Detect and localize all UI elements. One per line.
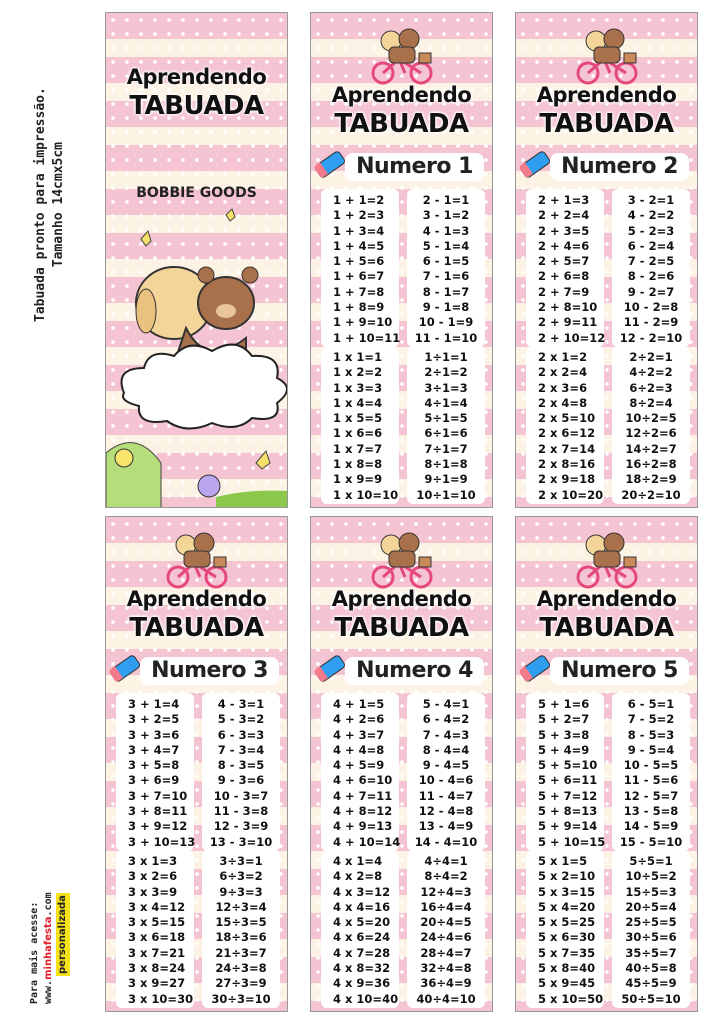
sub-fact: 11 - 2=9 (623, 315, 679, 330)
div-fact: 5÷1=5 (424, 411, 468, 426)
sub-fact: 7 - 5=2 (627, 712, 675, 727)
sub-fact: 9 - 2=7 (627, 284, 675, 299)
number-label: Numero 2 (550, 153, 689, 181)
eraser-icon (518, 150, 551, 179)
sub-fact: 11 - 4=7 (418, 788, 474, 803)
div-fact: 8÷1=8 (424, 457, 468, 472)
sub-fact: 10 - 2=8 (623, 300, 679, 315)
mul-fact: 5 x 1=5 (538, 854, 588, 868)
mul-fact: 2 x 9=18 (538, 472, 596, 487)
add-fact: 4 + 6=10 (333, 773, 393, 788)
div-fact: 8÷2=4 (629, 395, 673, 410)
mul-fact: 5 x 9=45 (538, 976, 596, 991)
div-fact: 27÷3=9 (215, 976, 267, 991)
eraser-icon (108, 654, 141, 683)
mul-fact: 3 x 5=15 (128, 915, 186, 930)
sub-fact: 4 - 3=1 (217, 697, 265, 711)
add-fact: 3 + 8=11 (128, 804, 188, 819)
sub-fact: 3 - 1=2 (422, 208, 470, 223)
div-table (612, 346, 690, 504)
div-fact: 4÷2=2 (629, 365, 673, 380)
add-fact: 2 + 1=3 (538, 193, 590, 207)
div-fact: 6÷3=2 (219, 869, 263, 884)
cover-brand: BOBBIE GOODS (136, 185, 257, 201)
sub-fact: 5 - 2=3 (627, 223, 675, 238)
mul-fact: 3 x 9=27 (128, 976, 186, 991)
eraser-icon (313, 654, 346, 683)
add-fact: 4 + 3=7 (333, 727, 385, 742)
mul-fact: 4 x 4=16 (333, 899, 391, 914)
div-fact: 9÷1=9 (424, 472, 468, 487)
sub-fact: 7 - 3=4 (217, 742, 265, 757)
sub-fact: 9 - 5=4 (627, 742, 675, 757)
add-fact: 4 + 8=12 (333, 804, 393, 819)
div-fact: 7÷1=7 (424, 441, 468, 456)
sub-table (612, 693, 690, 851)
sub-fact: 12 - 2=10 (619, 330, 683, 345)
tabuada-card-4 (310, 516, 493, 1012)
bears-on-bicycle-illustration (574, 25, 640, 87)
side-caption-line1: Tabuada pronto para impressão. (33, 87, 48, 322)
sub-fact: 14 - 4=10 (414, 834, 478, 849)
div-fact: 10÷2=5 (625, 411, 677, 426)
sub-fact: 13 - 3=10 (209, 834, 273, 849)
add-fact: 1 + 5=6 (333, 254, 385, 269)
div-fact: 16÷2=8 (625, 457, 677, 472)
add-fact: 4 + 5=9 (333, 758, 385, 773)
mul-fact: 1 x 8=8 (333, 457, 383, 472)
add-fact: 3 + 5=8 (128, 758, 180, 773)
div-fact: 45÷5=9 (625, 976, 677, 991)
sub-fact: 8 - 5=3 (627, 727, 675, 742)
mul-fact: 3 x 7=21 (128, 945, 186, 960)
sub-fact: 12 - 3=9 (213, 819, 269, 834)
bears-on-bicycle-illustration (369, 25, 435, 87)
mul-fact: 1 x 6=6 (333, 426, 383, 441)
add-fact: 3 + 1=4 (128, 697, 180, 711)
add-fact: 5 + 6=11 (538, 773, 598, 788)
add-fact: 2 + 9=11 (538, 315, 598, 330)
div-fact: 12÷2=6 (625, 426, 677, 441)
div-fact: 40÷5=8 (625, 961, 677, 976)
mul-fact: 3 x 1=3 (128, 854, 178, 868)
sub-fact: 13 - 5=8 (623, 804, 679, 819)
add-fact: 5 + 7=12 (538, 788, 598, 803)
div-fact: 20÷5=4 (625, 899, 677, 914)
mul-fact: 2 x 4=8 (538, 395, 588, 410)
add-fact: 5 + 9=14 (538, 819, 598, 834)
div-fact: 2÷2=1 (629, 350, 673, 364)
sub-fact: 9 - 1=8 (422, 300, 470, 315)
footer-brand-1: minhafesta (43, 916, 54, 980)
mul-table (321, 850, 399, 1008)
mul-table (321, 346, 399, 504)
sub-table (407, 693, 485, 851)
div-fact: 10÷5=2 (625, 869, 677, 884)
tabuada-card-1 (310, 12, 493, 508)
div-fact: 14÷2=7 (625, 441, 677, 456)
side-caption (32, 87, 68, 322)
mul-fact: 1 x 9=9 (333, 472, 383, 487)
div-fact: 5÷5=1 (629, 854, 673, 868)
div-fact: 18÷3=6 (215, 930, 267, 945)
mul-fact: 3 x 3=9 (128, 884, 178, 899)
add-fact: 1 + 9=10 (333, 315, 393, 330)
mul-fact: 4 x 9=36 (333, 976, 391, 991)
sub-fact: 7 - 2=5 (627, 254, 675, 269)
div-fact: 6÷2=3 (629, 380, 673, 395)
sub-fact: 3 - 2=1 (627, 193, 675, 207)
mul-fact: 3 x 8=24 (128, 961, 186, 976)
sub-fact: 9 - 3=6 (217, 773, 265, 788)
tabuada-card-5 (515, 516, 698, 1012)
footer-website (28, 892, 70, 1004)
mul-fact: 1 x 2=2 (333, 365, 383, 380)
card-title-1: Aprendendo (126, 587, 267, 611)
div-fact: 6÷1=6 (424, 426, 468, 441)
add-fact: 4 + 10=14 (333, 834, 401, 849)
add-fact: 2 + 4=6 (538, 238, 590, 253)
mul-fact: 5 x 2=10 (538, 869, 596, 884)
bears-on-bicycle-illustration (164, 529, 230, 591)
mul-fact: 4 x 2=8 (333, 869, 383, 884)
add-fact: 2 + 8=10 (538, 300, 598, 315)
add-table (526, 189, 604, 347)
number-label: Numero 4 (345, 657, 484, 685)
sub-fact: 12 - 4=8 (418, 804, 474, 819)
mul-fact: 4 x 8=32 (333, 961, 391, 976)
bears-on-bicycle-illustration (574, 529, 640, 591)
div-fact: 16÷4=4 (420, 899, 472, 914)
add-fact: 4 + 9=13 (333, 819, 393, 834)
mul-fact: 3 x 10=30 (128, 991, 194, 1006)
sub-fact: 15 - 5=10 (619, 834, 683, 849)
div-fact: 20÷2=10 (621, 487, 681, 502)
sub-fact: 7 - 4=3 (422, 727, 470, 742)
side-caption-line2: Tamanho 14cmx5cm (51, 141, 66, 268)
add-fact: 1 + 6=7 (333, 269, 385, 284)
mul-fact: 2 x 8=16 (538, 457, 596, 472)
sub-fact: 8 - 3=5 (217, 758, 265, 773)
card-title-2: TABUADA (334, 613, 469, 643)
div-fact: 12÷4=3 (420, 884, 472, 899)
add-fact: 2 + 10=12 (538, 330, 606, 345)
add-fact: 4 + 4=8 (333, 742, 385, 757)
mul-fact: 4 x 6=24 (333, 930, 391, 945)
mul-fact: 5 x 6=30 (538, 930, 596, 945)
mul-fact: 5 x 8=40 (538, 961, 596, 976)
mul-fact: 2 x 5=10 (538, 411, 596, 426)
add-fact: 1 + 10=11 (333, 330, 401, 345)
div-table (407, 850, 485, 1008)
sub-fact: 8 - 4=4 (422, 742, 470, 757)
add-fact: 2 + 3=5 (538, 223, 590, 238)
sub-table (407, 189, 485, 347)
sub-table (612, 189, 690, 347)
add-table (321, 693, 399, 851)
card-title-1: Aprendendo (536, 587, 677, 611)
div-fact: 28÷4=7 (420, 945, 472, 960)
div-fact: 30÷3=10 (211, 991, 271, 1006)
div-fact: 3÷3=1 (219, 854, 263, 868)
mul-fact: 1 x 10=10 (333, 487, 399, 502)
mul-fact: 5 x 3=15 (538, 884, 596, 899)
cover-title-1: Aprendendo (126, 65, 267, 89)
div-fact: 40÷4=10 (416, 991, 476, 1006)
add-fact: 1 + 4=5 (333, 238, 385, 253)
div-fact: 8÷4=2 (424, 869, 468, 884)
add-fact: 3 + 10=13 (128, 834, 196, 849)
add-fact: 1 + 7=8 (333, 284, 385, 299)
mul-table (116, 850, 194, 1008)
add-fact: 5 + 5=10 (538, 758, 598, 773)
div-fact: 4÷4=1 (424, 854, 468, 868)
mul-fact: 4 x 5=20 (333, 915, 391, 930)
eraser-icon (313, 150, 346, 179)
mul-fact: 5 x 10=50 (538, 991, 604, 1006)
sub-fact: 7 - 1=6 (422, 269, 470, 284)
sub-fact: 11 - 5=6 (623, 773, 679, 788)
mul-fact: 5 x 4=20 (538, 899, 596, 914)
add-fact: 3 + 3=6 (128, 727, 180, 742)
add-table (526, 693, 604, 851)
card-title-2: TABUADA (539, 613, 674, 643)
sub-fact: 8 - 2=6 (627, 269, 675, 284)
cover-title-2: TABUADA (129, 91, 264, 121)
tabuada-card-3 (105, 516, 288, 1012)
mul-fact: 4 x 1=4 (333, 854, 383, 868)
card-title-2: TABUADA (539, 109, 674, 139)
add-fact: 2 + 6=8 (538, 269, 590, 284)
mul-fact: 1 x 4=4 (333, 395, 383, 410)
sub-fact: 13 - 4=9 (418, 819, 474, 834)
add-fact: 5 + 8=13 (538, 804, 598, 819)
footer-brand-2: personalizada (57, 895, 68, 974)
div-fact: 36÷4=9 (420, 976, 472, 991)
footer-www: www. (43, 979, 54, 1004)
div-fact: 12÷3=4 (215, 899, 267, 914)
mul-fact: 4 x 3=12 (333, 884, 391, 899)
sub-fact: 10 - 4=6 (418, 773, 474, 788)
sub-fact: 10 - 5=5 (623, 758, 679, 773)
add-fact: 4 + 1=5 (333, 697, 385, 711)
sub-fact: 2 - 1=1 (422, 193, 470, 207)
add-table (116, 693, 194, 851)
add-fact: 3 + 2=5 (128, 712, 180, 727)
cover-card (105, 12, 288, 508)
div-fact: 15÷3=5 (215, 915, 267, 930)
sub-fact: 6 - 3=3 (217, 727, 265, 742)
mul-fact: 4 x 10=40 (333, 991, 399, 1006)
sub-fact: 11 - 1=10 (414, 330, 478, 345)
mul-fact: 5 x 7=35 (538, 945, 596, 960)
div-fact: 20÷4=5 (420, 915, 472, 930)
add-table (321, 189, 399, 347)
sub-fact: 8 - 1=7 (422, 284, 470, 299)
number-label: Numero 5 (550, 657, 689, 685)
add-fact: 2 + 7=9 (538, 284, 590, 299)
number-label: Numero 3 (140, 657, 279, 685)
div-fact: 10÷1=10 (416, 487, 476, 502)
div-fact: 1÷1=1 (424, 350, 468, 364)
sub-fact: 14 - 5=9 (623, 819, 679, 834)
mul-table (526, 346, 604, 504)
mul-fact: 2 x 10=20 (538, 487, 604, 502)
mul-fact: 2 x 7=14 (538, 441, 596, 456)
mul-fact: 1 x 7=7 (333, 441, 383, 456)
mul-fact: 2 x 6=12 (538, 426, 596, 441)
tabuada-card-2 (515, 12, 698, 508)
footer-url (42, 892, 56, 1004)
add-fact: 3 + 7=10 (128, 788, 188, 803)
mul-fact: 1 x 1=1 (333, 350, 383, 364)
eraser-icon (518, 654, 551, 683)
sub-fact: 11 - 3=8 (213, 804, 269, 819)
div-fact: 25÷5=5 (625, 915, 677, 930)
sub-fact: 5 - 1=4 (422, 238, 470, 253)
add-fact: 1 + 3=4 (333, 223, 385, 238)
div-fact: 35÷5=7 (625, 945, 677, 960)
card-title-1: Aprendendo (536, 83, 677, 107)
add-fact: 3 + 9=12 (128, 819, 188, 834)
div-fact: 21÷3=7 (215, 945, 267, 960)
mul-fact: 5 x 5=25 (538, 915, 596, 930)
sub-fact: 4 - 1=3 (422, 223, 470, 238)
mul-fact: 4 x 7=28 (333, 945, 391, 960)
div-table (407, 346, 485, 504)
sub-fact: 6 - 4=2 (422, 712, 470, 727)
sub-fact: 6 - 1=5 (422, 254, 470, 269)
mul-fact: 2 x 2=4 (538, 365, 588, 380)
sub-fact: 4 - 2=2 (627, 208, 675, 223)
div-fact: 32÷4=8 (420, 961, 472, 976)
add-fact: 5 + 10=15 (538, 834, 606, 849)
div-fact: 30÷5=6 (625, 930, 677, 945)
card-title-1: Aprendendo (331, 587, 472, 611)
add-fact: 5 + 4=9 (538, 742, 590, 757)
div-fact: 50÷5=10 (621, 991, 681, 1006)
add-fact: 1 + 2=3 (333, 208, 385, 223)
card-title-2: TABUADA (129, 613, 264, 643)
add-fact: 4 + 7=11 (333, 788, 393, 803)
sub-fact: 10 - 1=9 (418, 315, 474, 330)
div-fact: 18÷2=9 (625, 472, 677, 487)
div-fact: 15÷5=3 (625, 884, 677, 899)
div-fact: 9÷3=3 (219, 884, 263, 899)
div-fact: 24÷3=8 (215, 961, 267, 976)
div-table (612, 850, 690, 1008)
sub-fact: 5 - 4=1 (422, 697, 470, 711)
div-fact: 4÷1=4 (424, 395, 468, 410)
div-fact: 2÷1=2 (424, 365, 468, 380)
div-fact: 24÷4=6 (420, 930, 472, 945)
add-fact: 3 + 4=7 (128, 742, 180, 757)
mul-fact: 1 x 5=5 (333, 411, 383, 426)
card-title-2: TABUADA (334, 109, 469, 139)
mul-fact: 3 x 6=18 (128, 930, 186, 945)
sub-fact: 6 - 5=1 (627, 697, 675, 711)
mul-table (526, 850, 604, 1008)
add-fact: 5 + 1=6 (538, 697, 590, 711)
add-fact: 2 + 2=4 (538, 208, 590, 223)
sub-fact: 10 - 3=7 (213, 788, 269, 803)
card-title-1: Aprendendo (331, 83, 472, 107)
number-label: Numero 1 (345, 153, 484, 181)
add-fact: 3 + 6=9 (128, 773, 180, 788)
div-fact: 3÷1=3 (424, 380, 468, 395)
add-fact: 5 + 3=8 (538, 727, 590, 742)
div-table (202, 850, 280, 1008)
sub-fact: 6 - 2=4 (627, 238, 675, 253)
bears-on-bicycle-illustration (369, 529, 435, 591)
add-fact: 5 + 2=7 (538, 712, 590, 727)
mul-fact: 2 x 1=2 (538, 350, 588, 364)
add-fact: 1 + 1=2 (333, 193, 385, 207)
sub-table (202, 693, 280, 851)
sub-fact: 9 - 4=5 (422, 758, 470, 773)
add-fact: 2 + 5=7 (538, 254, 590, 269)
add-fact: 1 + 8=9 (333, 300, 385, 315)
bears-hugging-illustration (106, 203, 288, 508)
mul-fact: 3 x 2=6 (128, 869, 178, 884)
mul-fact: 1 x 3=3 (333, 380, 383, 395)
footer-com: .com (43, 892, 54, 917)
mul-fact: 3 x 4=12 (128, 899, 186, 914)
mul-fact: 2 x 3=6 (538, 380, 588, 395)
add-fact: 4 + 2=6 (333, 712, 385, 727)
footer-prefix: Para mais acesse: (29, 901, 40, 1004)
sub-fact: 5 - 3=2 (217, 712, 265, 727)
sub-fact: 12 - 5=7 (623, 788, 679, 803)
